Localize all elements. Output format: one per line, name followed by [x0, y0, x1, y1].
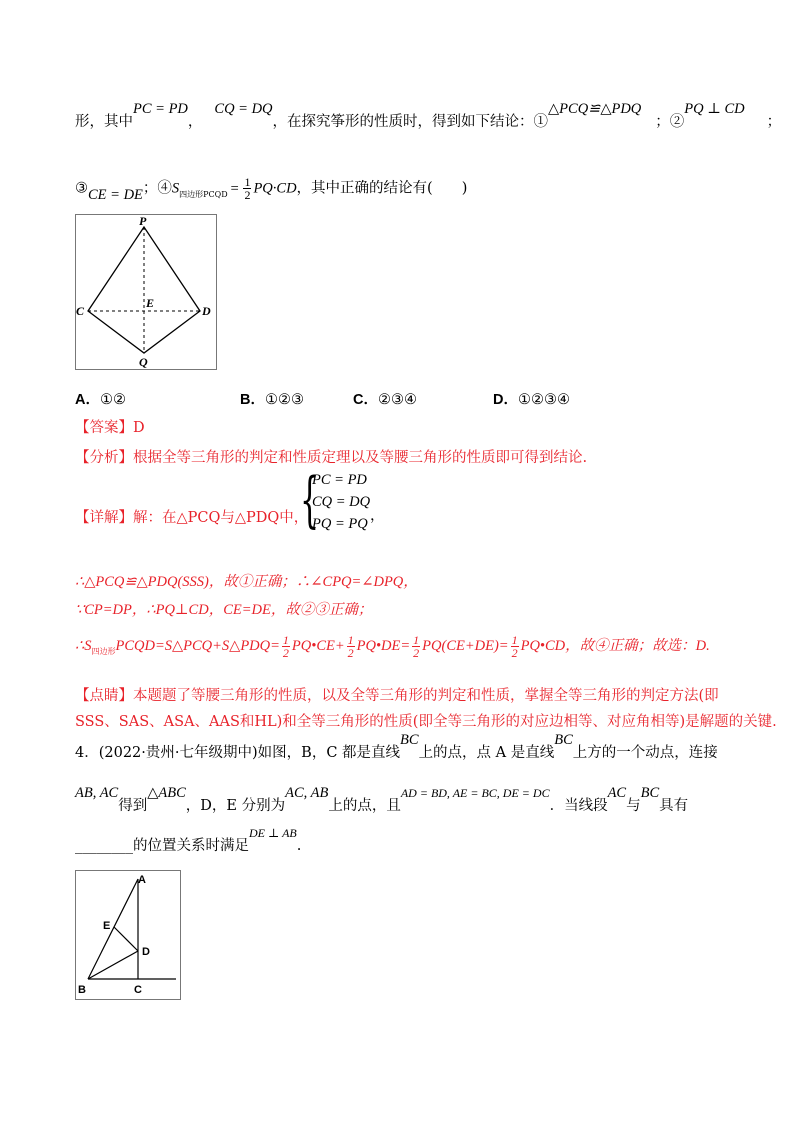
option-a[interactable] [75, 388, 126, 409]
text: 得到 [118, 798, 148, 814]
option-key: D． [493, 392, 518, 408]
formula-pc-pd: PC = PD [133, 101, 188, 117]
denominator: 2 [347, 646, 354, 660]
step-text: ∵CP=DP，∴PQ⊥CD，CE=DE，故②③正确； [75, 602, 373, 618]
detail-line [75, 508, 308, 528]
text: ， [187, 114, 203, 130]
text: ．当线段 [549, 798, 608, 814]
formula-bc: BC [400, 732, 419, 748]
option-value: ①②③ [264, 392, 304, 408]
formula-bc: BC [640, 785, 660, 801]
text: 上的点，且 [328, 798, 401, 814]
text: 的位置关系时满足 [133, 838, 249, 854]
fraction-half [412, 634, 420, 659]
step-2 [75, 600, 372, 620]
equals: = [229, 180, 240, 197]
fraction-half [347, 634, 355, 659]
text: 上的点，点 A 是直线 [418, 745, 555, 761]
step-text: ∴△PCQ≌△PDQ(SSS)，故①正确；∴∠CPQ=∠DPQ， [75, 574, 418, 590]
formula-ac-ab: AC, AB [285, 785, 329, 801]
denominator: 2 [244, 188, 251, 202]
fraction-half [282, 634, 290, 659]
detail-label: 【详解】 [75, 510, 133, 526]
formula-perpendicular: PQ ⊥ CD [684, 101, 745, 117]
step-1 [75, 572, 418, 592]
text: ，D，E 分别为 [185, 798, 286, 814]
fraction-half [511, 634, 519, 659]
label-c: C [134, 984, 142, 996]
step-3 [75, 634, 710, 659]
option-value: ①②③④ [517, 392, 570, 408]
numerator: 1 [511, 633, 518, 647]
answer-label: 【答案】 [75, 420, 133, 436]
comment-line-1 [75, 686, 719, 706]
system-end: ， [370, 508, 385, 524]
comment-label: 【点睛】 [75, 688, 133, 704]
comment-text: SSS、SAS、ASA、AAS和HL)和全等三角形的性质(即全等三角形的对应边相等、对应角相等)是解题的关键. [75, 714, 777, 730]
option-d[interactable] [493, 388, 570, 409]
label-d: D [142, 946, 150, 958]
formula-ab-ac: AB, AC [75, 785, 119, 801]
formula-cq-dq: CQ = DQ [214, 101, 273, 117]
numerator: 1 [413, 633, 420, 647]
comment-text: 本题题了等腰三角形的性质，以及全等三角形的判定和性质，掌握全等三角形的判定方法(即 [133, 688, 719, 704]
text: ③ [75, 180, 88, 197]
text: 形，其中 [75, 114, 133, 130]
formula-triangle: △ABC [147, 785, 186, 801]
area-symbol: S [171, 180, 180, 197]
formula-ac: AC [607, 785, 627, 801]
analysis-text: 根据全等三角形的判定和性质定理以及等腰三角形的性质即可得到结论. [133, 450, 588, 466]
option-key: C． [353, 392, 378, 408]
option-key: A． [75, 392, 100, 408]
analysis-line [75, 448, 587, 468]
step-text: PCQD=S△PCQ+S△PDQ= [115, 637, 280, 654]
label-c: C [76, 304, 85, 318]
text: ，其中正确的结论有( ) [296, 180, 468, 197]
step-text: ∴S [75, 637, 92, 654]
step-text: PQ(CE+DE)= [422, 637, 509, 654]
detail-text: 解：在△PCQ与△PDQ中， [133, 510, 309, 526]
triangle-diagram [76, 871, 180, 999]
q4-line-2 [75, 785, 689, 816]
denominator: 2 [282, 646, 289, 660]
system-row-3: PQ = PQ [312, 516, 368, 532]
area-subscript: 四边形PCQD [179, 189, 228, 199]
comment-line-2 [75, 712, 777, 732]
system-row-1: PC = PD [312, 472, 367, 488]
label-p: P [139, 215, 147, 228]
text: . [296, 838, 302, 854]
figure-kite [75, 214, 217, 370]
denominator: 2 [511, 646, 518, 660]
brace: { [300, 465, 320, 535]
denominator: 2 [413, 646, 420, 660]
step-text: PQ•CD，故④正确；故选：D. [520, 637, 710, 654]
text: 4．(2022·贵州·七年级期中)如图，B，C 都是直线 [75, 745, 401, 761]
text: 上方的一个动点，连接 [572, 745, 718, 761]
formula-de-perp-ab: DE ⊥ AB [249, 826, 297, 840]
option-value: ①② [99, 392, 126, 408]
text: ； [766, 114, 782, 130]
label-q: Q [139, 355, 148, 369]
numerator: 1 [244, 175, 251, 189]
fraction-half [243, 176, 251, 201]
equation-system [300, 465, 410, 536]
option-value: ②③④ [377, 392, 417, 408]
label-d: D [202, 304, 211, 318]
analysis-label: 【分析】 [75, 450, 133, 466]
figure-triangle [75, 870, 181, 1000]
numerator: 1 [282, 633, 289, 647]
option-key: B． [240, 392, 265, 408]
text: 与 [626, 798, 641, 814]
formula-equalities: AD = BD, AE = BC, DE = DC [400, 786, 550, 800]
answer-blank[interactable]: ________ [75, 838, 133, 854]
answer-value: D [133, 420, 145, 436]
formula-bc: BC [554, 732, 573, 748]
system-row-2: CQ = DQ [312, 494, 371, 510]
numerator: 1 [347, 633, 354, 647]
formula-pq-cd: PQ·CD [253, 180, 297, 197]
label-b: B [78, 984, 86, 996]
answer-line [75, 418, 145, 438]
label-a: A [138, 874, 146, 886]
area-subscript: 四边形 [91, 646, 116, 656]
formula-congruent: △PCQ≌△PDQ [548, 101, 642, 117]
label-e: E [103, 920, 111, 932]
label-e: E [146, 296, 155, 310]
step-text: PQ•DE= [356, 637, 411, 654]
problem-line-2 [75, 176, 467, 201]
text: ，在探究筝形的性质时，得到如下结论：① [272, 114, 549, 130]
step-text: PQ•CE+ [291, 637, 345, 654]
text: ；② [655, 114, 685, 130]
text: ；④ [142, 180, 172, 197]
text: 具有 [659, 798, 689, 814]
formula-ce-de: CE = DE [88, 186, 143, 203]
option-c[interactable] [353, 388, 417, 409]
problem-line-1 [75, 101, 782, 132]
q4-line-1 [75, 732, 718, 763]
option-b[interactable] [240, 388, 304, 409]
kite-diagram [76, 215, 216, 369]
